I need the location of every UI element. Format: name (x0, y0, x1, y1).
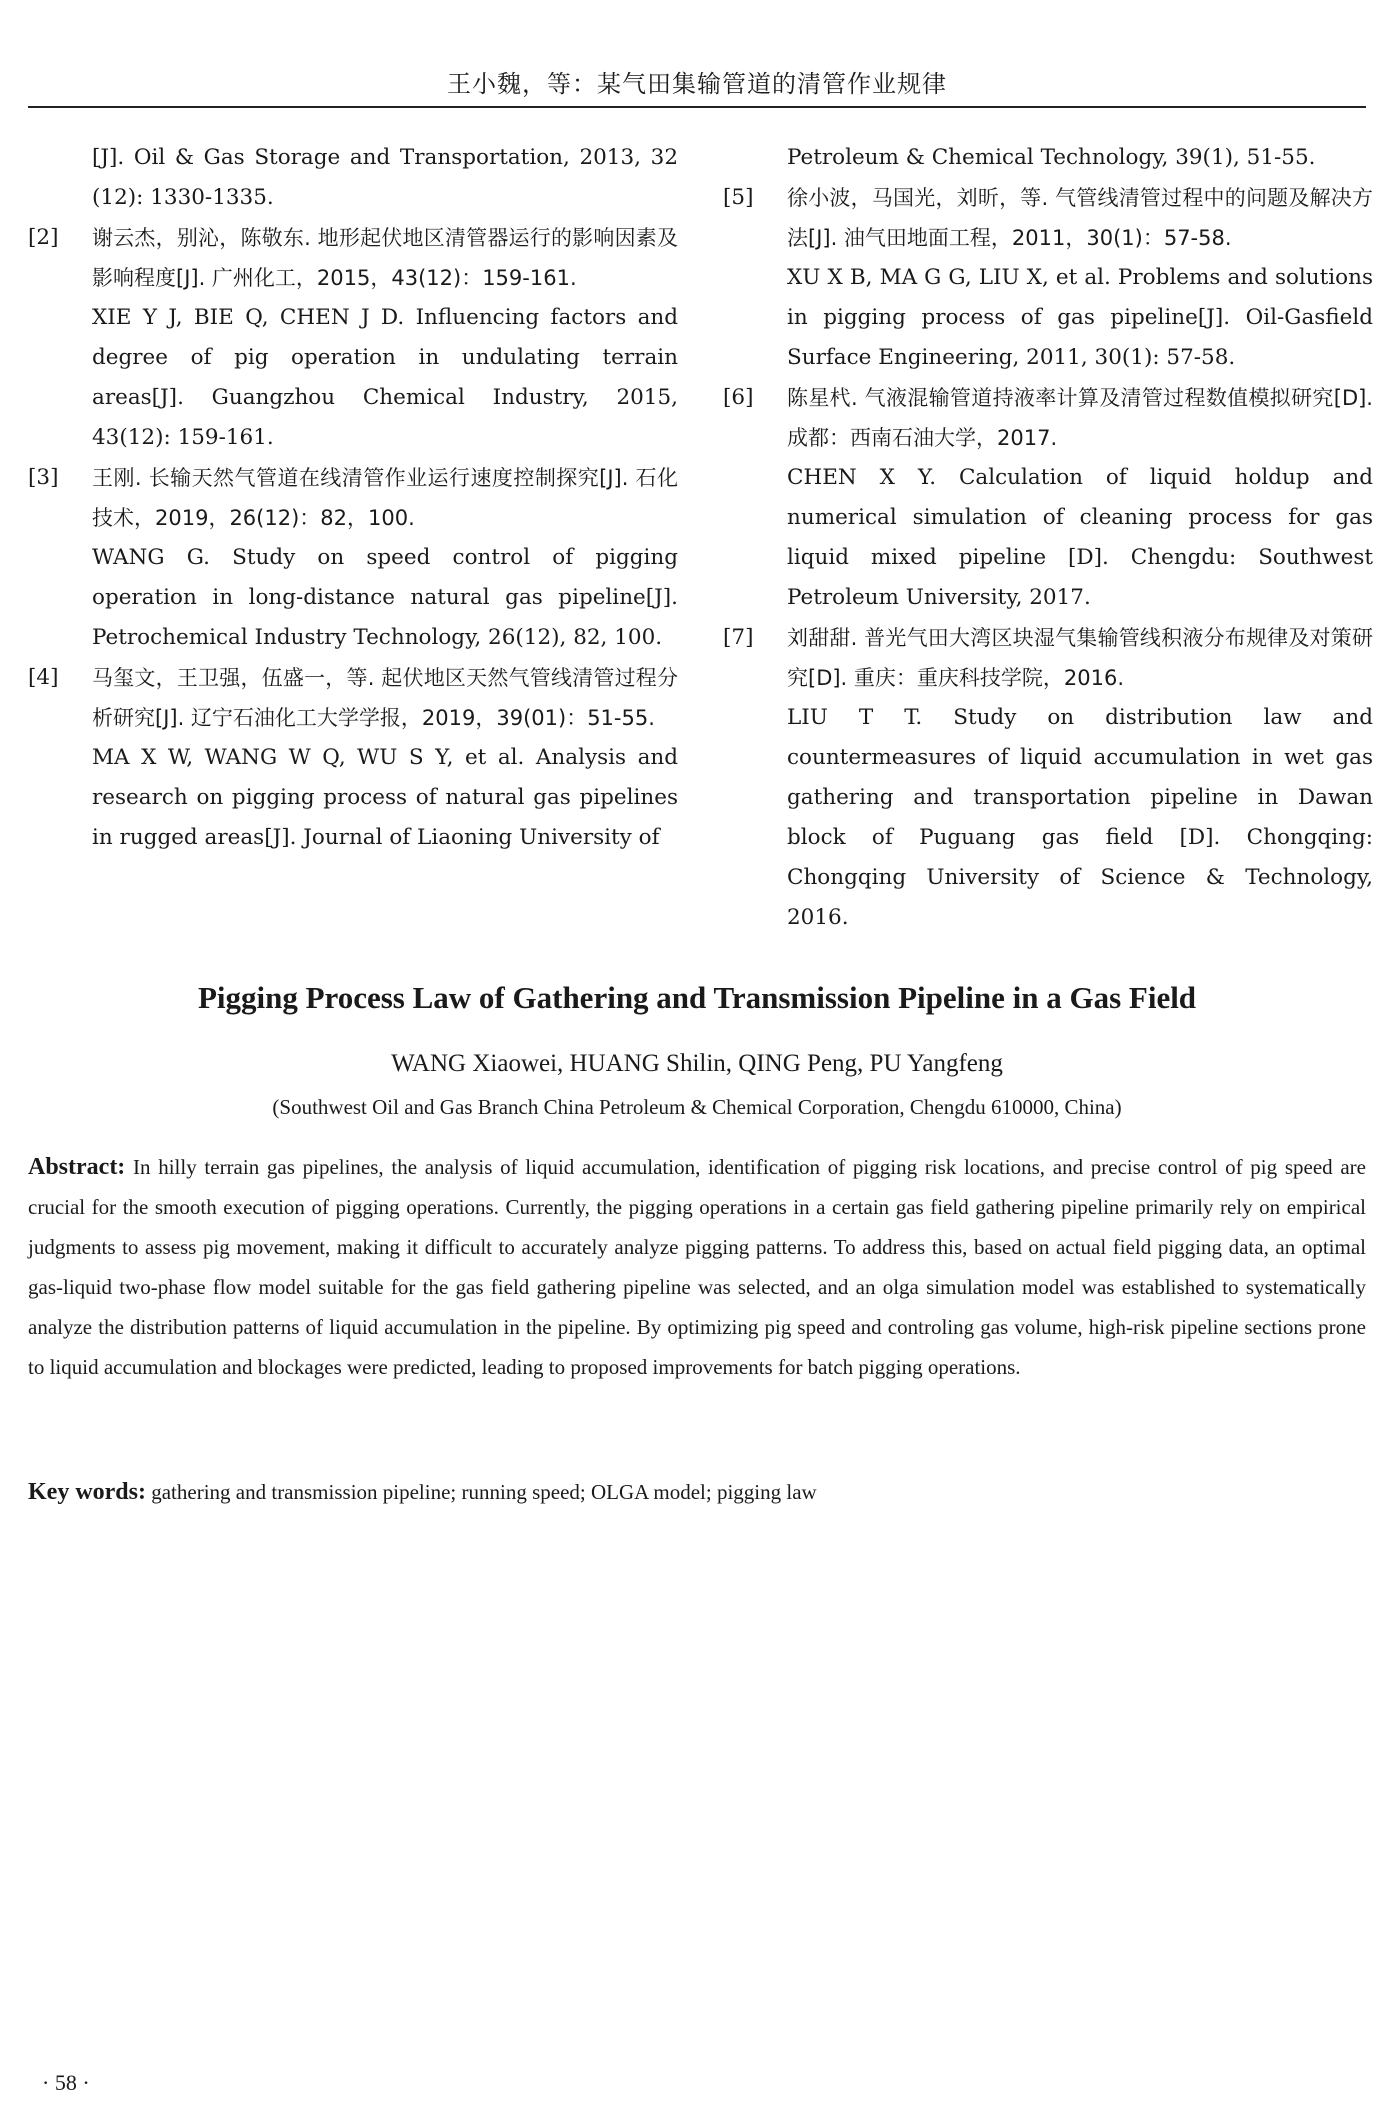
abstract-block (28, 1147, 1366, 1387)
reference-number: [2] (28, 225, 59, 250)
reference-chinese: 谢云杰，别沁，陈敬东. 地形起伏地区清管器运行的影响因素及影响程度[J]. 广州化工，2015，43(12)：159-161. (92, 226, 678, 290)
reference-english: CHEN X Y. Calculation of liquid holdup and numerical simulation of cleaning process for gas liquid mixed pipeline [D]. Chengdu: Southwest Petroleum University, 2017. (787, 465, 1373, 610)
reference-chinese: 刘甜甜. 普光气田大湾区块湿气集输管线积液分布规律及对策研究[D]. 重庆：重庆科技学院，2016. (787, 626, 1373, 690)
running-header (28, 62, 1366, 108)
keywords-label: Key words: (28, 1479, 146, 1505)
reference-4 (28, 658, 678, 858)
reference-number: [5] (723, 185, 754, 210)
reference-number: [6] (723, 385, 754, 410)
reference-6 (723, 378, 1373, 618)
keywords-block (28, 1472, 1366, 1512)
reference-chinese: 徐小波，马国光，刘昕，等. 气管线清管过程中的问题及解决方法[J]. 油气田地面工程，2011，30(1)：57-58. (787, 186, 1373, 250)
reference-1-continued (28, 138, 678, 218)
references-left-column (28, 138, 678, 858)
paper-title-english: Pigging Process Law of Gathering and Transmission Pipeline in a Gas Field (197, 980, 1197, 1015)
references-right-column (723, 138, 1373, 938)
reference-7 (723, 618, 1373, 938)
abstract-text: In hilly terrain gas pipelines, the analysis of liquid accumulation, identification of pigging risk locations, and precise control of pig speed are crucial for the smooth execution of pigging operations. Currently, the pigging operations in a certain gas field gathering pipeline primarily rely on empirical judgments to assess pig movement, making it difficult to accurately analyze pigging patterns. To address this, based on actual field pigging data, an optimal gas-liquid two-phase flow model suitable for the gas field gathering pipeline was selected, and an olga simulation model was established to systematically analyze the distribution patterns of liquid accumulation in the pipeline. By optimizing pig speed and controling gas volume, high-risk pipeline sections prone to liquid accumulation and blockages were predicted, leading to proposed improvements for batch pigging operations. (28, 1155, 1366, 1379)
reference-5 (723, 178, 1373, 378)
reference-english: XIE Y J, BIE Q, CHEN J D. Influencing factors and degree of pig operation in undulating terrain areas[J]. Guangzhou Chemical Industry, 2015, 43(12): 159-161. (92, 305, 678, 450)
reference-4-continued (723, 138, 1373, 178)
paper-authors: WANG Xiaowei, HUANG Shilin, QING Peng, PU Yangfeng (391, 1050, 1003, 1077)
reference-number: [4] (28, 665, 59, 690)
reference-chinese: 王刚. 长输天然气管道在线清管作业运行速度控制探究[J]. 石化技术，2019，26(12)：82，100. (92, 466, 678, 530)
reference-number: [7] (723, 625, 754, 650)
reference-chinese: 陈星杙. 气液混输管道持液率计算及清管过程数值模拟研究[D]. 成都：西南石油大学，2017. (787, 386, 1373, 450)
reference-english: MA X W, WANG W Q, WU S Y, et al. Analysis and research on pigging process of natural gas pipelines in rugged areas[J]. Journal of Liaoning University of (92, 745, 678, 850)
reference-2 (28, 218, 678, 458)
page-number: · 58 · (42, 2070, 90, 2095)
reference-number: [3] (28, 465, 59, 490)
keywords-text: gathering and transmission pipeline; running speed; OLGA model; pigging law (151, 1480, 817, 1504)
reference-english: LIU T T. Study on distribution law and countermeasures of liquid accumulation in wet gas gathering and transportation pipeline in Dawan block of Puguang gas field [D]. Chongqing: Chongqing University of Science & Technology, 2016. (787, 705, 1373, 930)
abstract-label: Abstract: (28, 1154, 126, 1180)
reference-english: XU X B, MA G G, LIU X, et al. Problems and solutions in pigging process of gas pipeline[J]. Oil-Gasfield Surface Engineering, 2011, 30(1): 57-58. (787, 265, 1373, 370)
reference-english: WANG G. Study on speed control of pigging operation in long-distance natural gas pipeline[J]. Petrochemical Industry Technology, 26(12), 82, 100. (92, 545, 678, 650)
reference-english: Petroleum & Chemical Technology, 39(1), 51-55. (787, 145, 1316, 170)
reference-3 (28, 458, 678, 658)
reference-chinese: 马玺文，王卫强，伍盛一，等. 起伏地区天然气管线清管过程分析研究[J]. 辽宁石油化工大学学报，2019，39(01)：51-55. (92, 666, 678, 730)
paper-affiliation: (Southwest Oil and Gas Branch China Petroleum & Chemical Corporation, Chengdu 610000, China) (272, 1095, 1122, 1119)
running-header-title: 王小魏，等：某气田集输管道的清管作业规律 (447, 70, 947, 98)
reference-english: [J]. Oil & Gas Storage and Transportation, 2013, 32 (12): 1330-1335. (92, 145, 678, 210)
